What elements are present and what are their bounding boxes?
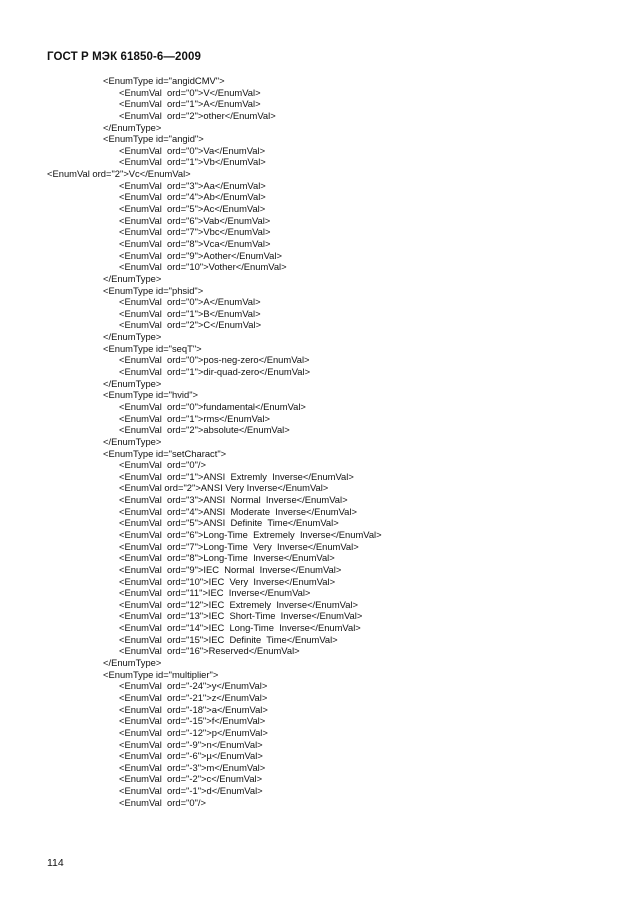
code-line <box>0 191 630 203</box>
code-line <box>0 610 630 622</box>
code-line <box>0 122 630 134</box>
code-line-text: </EnumType> <box>103 331 162 343</box>
code-line <box>0 98 630 110</box>
code-line <box>0 378 630 390</box>
code-line-text: <EnumVal ord="0"/> <box>119 459 207 471</box>
code-line-text: <EnumVal ord="16">Reserved</EnumVal> <box>119 645 300 657</box>
code-line-text: <EnumVal ord="1">dir-quad-zero</EnumVal> <box>119 366 311 378</box>
code-line <box>0 762 630 774</box>
code-line <box>0 552 630 564</box>
code-line-text: <EnumVal ord="0">fundamental</EnumVal> <box>119 400 306 412</box>
code-line <box>0 517 630 529</box>
code-line-text: <EnumVal ord="13">IEC Short-Time Inverse</EnumVal> <box>119 610 363 622</box>
code-line <box>0 529 630 541</box>
code-line <box>0 285 630 297</box>
code-line-text: <EnumVal ord="15">IEC Definite Time</EnumVal> <box>119 633 338 645</box>
code-line-text: <EnumVal ord="0">Va</EnumVal> <box>119 144 266 156</box>
code-line <box>0 564 630 576</box>
code-line <box>0 343 630 355</box>
code-line <box>0 366 630 378</box>
code-line <box>0 727 630 739</box>
code-line <box>0 785 630 797</box>
code-line-text: <EnumVal ord="-9">n</EnumVal> <box>119 738 263 750</box>
code-line-text: <EnumType id="phsid"> <box>103 284 204 296</box>
code-line-text: <EnumVal ord="3">ANSI Normal Inverse</EnumVal> <box>119 494 348 506</box>
code-line <box>0 413 630 425</box>
code-line <box>0 482 630 494</box>
code-line <box>0 238 630 250</box>
code-line-text: </EnumType> <box>103 121 162 133</box>
code-line-text: <EnumVal ord="7">Long-Time Very Inverse</EnumVal> <box>119 540 359 552</box>
code-line <box>0 715 630 727</box>
code-line <box>0 87 630 99</box>
code-line-text: <EnumVal ord="1">A</EnumVal> <box>119 98 261 110</box>
code-line <box>0 226 630 238</box>
document-header: ГОСТ Р МЭК 61850-6—2009 <box>47 51 201 63</box>
code-line-text: <EnumVal ord="1">Vb</EnumVal> <box>119 156 266 168</box>
code-line-text: <EnumVal ord="-12">p</EnumVal> <box>119 726 268 738</box>
code-line <box>0 669 630 681</box>
code-line-text: <EnumVal ord="1">B</EnumVal> <box>119 307 261 319</box>
code-line-text: <EnumVal ord="0">V</EnumVal> <box>119 86 261 98</box>
code-line-text: <EnumVal ord="9">IEC Normal Inverse</EnumVal> <box>119 563 342 575</box>
code-line-text: <EnumVal ord="0"/> <box>119 796 207 808</box>
code-line <box>0 250 630 262</box>
code-line <box>0 692 630 704</box>
code-line-text: <EnumVal ord="14">IEC Long-Time Inverse</EnumVal> <box>119 622 361 634</box>
code-line <box>0 75 630 87</box>
code-line <box>0 471 630 483</box>
code-line <box>0 308 630 320</box>
page-number: 114 <box>47 857 64 869</box>
code-line-text: <EnumVal ord="2">absolute</EnumVal> <box>119 424 290 436</box>
code-line-text: <EnumVal ord="2">Vc</EnumVal> <box>47 168 191 180</box>
code-line <box>0 657 630 669</box>
code-line <box>0 156 630 168</box>
code-line-text: <EnumType id="hvid"> <box>103 389 198 401</box>
code-line <box>0 448 630 460</box>
code-line-text: <EnumVal ord="9">Aother</EnumVal> <box>119 249 282 261</box>
code-line-text: <EnumVal ord="7">Vbc</EnumVal> <box>119 226 271 238</box>
code-line-text: <EnumVal ord="6">Vab</EnumVal> <box>119 214 271 226</box>
code-line <box>0 354 630 366</box>
code-line <box>0 494 630 506</box>
code-line-text: <EnumVal ord="1">rms</EnumVal> <box>119 412 270 424</box>
code-line-text: <EnumVal ord="3">Aa</EnumVal> <box>119 179 266 191</box>
code-line-text: <EnumVal ord="-21">z</EnumVal> <box>119 691 268 703</box>
xml-code-listing <box>0 75 630 808</box>
code-line <box>0 110 630 122</box>
code-line <box>0 424 630 436</box>
code-line <box>0 541 630 553</box>
code-line <box>0 750 630 762</box>
code-line-text: <EnumVal ord="2">C</EnumVal> <box>119 319 262 331</box>
code-line <box>0 739 630 751</box>
code-line <box>0 587 630 599</box>
code-line-text: <EnumVal ord="11">IEC Inverse</EnumVal> <box>119 587 311 599</box>
code-line-text: <EnumType id="angidCMV"> <box>103 75 225 86</box>
code-line <box>0 273 630 285</box>
code-line <box>0 680 630 692</box>
code-line <box>0 133 630 145</box>
code-line-text: <EnumVal ord="6">Long-Time Extremely Inverse</EnumVal> <box>119 528 382 540</box>
code-line <box>0 576 630 588</box>
code-line <box>0 168 630 180</box>
code-line <box>0 506 630 518</box>
code-line <box>0 599 630 611</box>
code-line-text: <EnumVal ord="-3">m</EnumVal> <box>119 761 266 773</box>
code-line-text: <EnumVal ord="-6">µ</EnumVal> <box>119 750 263 762</box>
code-line-text: <EnumVal ord="4">ANSI Moderate Inverse</EnumVal> <box>119 505 357 517</box>
code-line <box>0 797 630 809</box>
code-line-text: <EnumVal ord="4">Ab</EnumVal> <box>119 191 266 203</box>
code-line <box>0 261 630 273</box>
code-line-text: <EnumType id="multiplier"> <box>103 668 219 680</box>
code-line <box>0 296 630 308</box>
code-line-text: <EnumType id="setCharact"> <box>103 447 227 459</box>
code-line-text: </EnumType> <box>103 377 162 389</box>
code-line-text: <EnumVal ord="10">IEC Very Inverse</EnumVal> <box>119 575 336 587</box>
code-line <box>0 704 630 716</box>
code-line-text: </EnumType> <box>103 272 162 284</box>
code-line <box>0 203 630 215</box>
code-line-text: <EnumVal ord="0">A</EnumVal> <box>119 296 261 308</box>
code-line-text: <EnumVal ord="-18">a</EnumVal> <box>119 703 268 715</box>
code-line <box>0 180 630 192</box>
code-line-text: <EnumVal ord="5">ANSI Definite Time</EnumVal> <box>119 517 339 529</box>
code-line-text: <EnumType id="angid"> <box>103 133 204 145</box>
code-line-text: <EnumVal ord="8">Long-Time Inverse</EnumVal> <box>119 552 335 564</box>
code-line-text: <EnumType id="seqT"> <box>103 342 202 354</box>
code-line <box>0 319 630 331</box>
code-line-text: </EnumType> <box>103 657 162 669</box>
code-line-text: <EnumVal ord="2">other</EnumVal> <box>119 109 276 121</box>
code-line <box>0 331 630 343</box>
code-line-text: </EnumType> <box>103 435 162 447</box>
code-line <box>0 401 630 413</box>
code-line <box>0 145 630 157</box>
code-line <box>0 215 630 227</box>
code-line <box>0 436 630 448</box>
code-line <box>0 459 630 471</box>
code-line <box>0 634 630 646</box>
code-line-text: <EnumVal ord="2">ANSI Very Inverse</EnumVal> <box>119 482 329 494</box>
code-line <box>0 645 630 657</box>
code-line-text: <EnumVal ord="10">Vother</EnumVal> <box>119 261 287 273</box>
code-line-text: <EnumVal ord="0">pos-neg-zero</EnumVal> <box>119 354 310 366</box>
code-line <box>0 773 630 785</box>
code-line-text: <EnumVal ord="8">Vca</EnumVal> <box>119 237 271 249</box>
code-line <box>0 389 630 401</box>
code-line-text: <EnumVal ord="-2">c</EnumVal> <box>119 773 263 785</box>
code-line <box>0 622 630 634</box>
code-line-text: <EnumVal ord="-1">d</EnumVal> <box>119 785 263 797</box>
code-line-text: <EnumVal ord="-24">y</EnumVal> <box>119 680 268 692</box>
code-line-text: <EnumVal ord="1">ANSI Extremly Inverse</EnumVal> <box>119 470 354 482</box>
code-line-text: <EnumVal ord="5">Ac</EnumVal> <box>119 203 266 215</box>
code-line-text: <EnumVal ord="12">IEC Extremely Inverse</EnumVal> <box>119 598 358 610</box>
code-line-text: <EnumVal ord="-15">f</EnumVal> <box>119 715 266 727</box>
